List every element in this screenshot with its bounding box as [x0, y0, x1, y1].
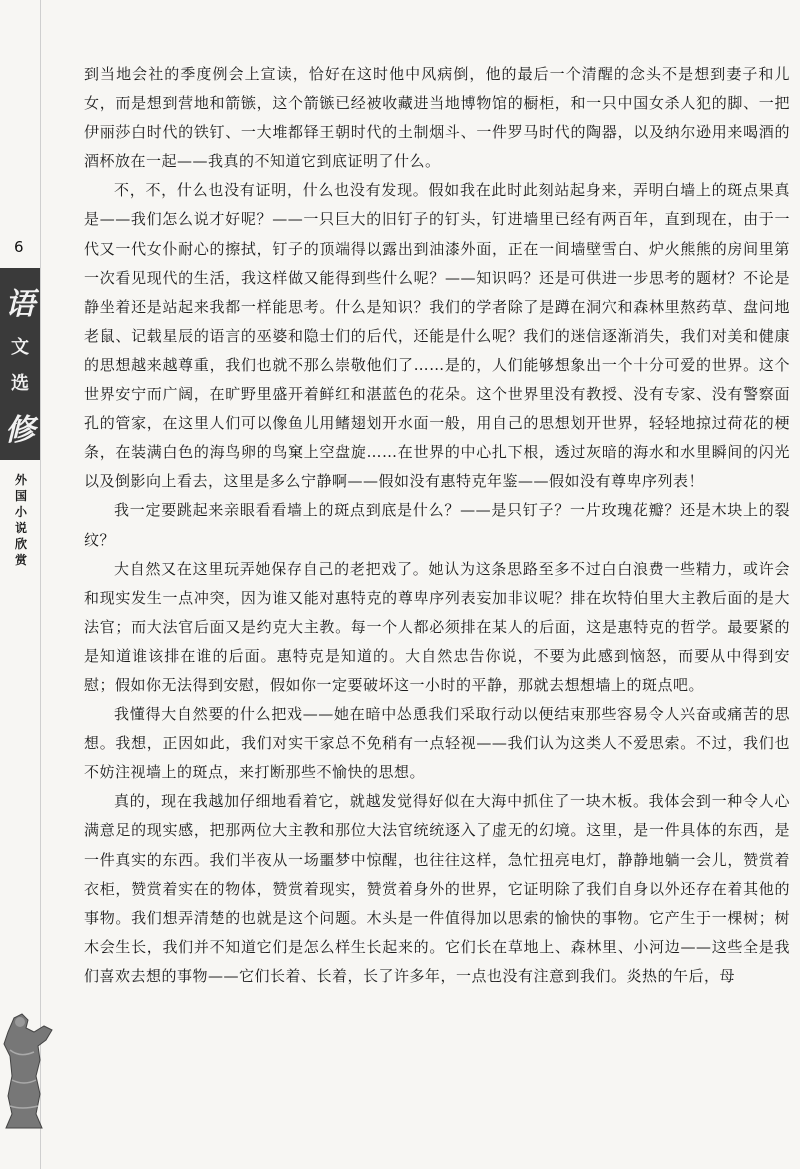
- book-subtitle: [12, 472, 30, 568]
- subtitle-char: 小: [14, 505, 27, 519]
- paragraph: 我懂得大自然要的什么把戏——她在暗中怂恿我们采取行动以便结束那些容易令人兴奋或痛苦的思想。我想，正因如此，我们对实干家总不免稍有一点轻视——我们认为这类人不爱思索。不过，我们也不妨注视墙上的斑点，来打断那些不愉快的思想。: [84, 705, 790, 782]
- sidebar: [0, 0, 41, 1169]
- paragraph: 到当地会社的季度例会上宣读，恰好在这时他中风病倒，他的最后一个清醒的念头不是想到妻子和儿女，而是想到营地和箭镞，这个箭镞已经被收藏进当地博物馆的橱柜，和一只中国女杀人犯的脚、一把伊丽莎白时代的铁钉、一大堆都铎王朝时代的土制烟斗、一件罗马时代的陶器，以及纳尔逊用来喝酒的酒杯放在一起——我真的不知道它到底证明了什么。: [84, 65, 790, 171]
- subtitle-char: 外: [14, 473, 27, 487]
- paragraph: 不，不，什么也没有证明，什么也没有发现。假如我在此时此刻站起身来，弄明白墙上的斑点果真是——我们怎么说才好呢？——一只巨大的旧钉子的钉头，钉进墙里已经有两百年，直到现在，由于一代又一代女仆耐心的擦拭，钉子的顶端得以露出到油漆外面，正在一间墙壁雪白、炉火熊熊的房间里第一次看见现代的生活，我这样做又能得到些什么呢？——知识吗？还是可供进一步思考的题材？不论是静坐着还是站起来我都一样能思考。什么是知识？我们的学者除了是蹲在洞穴和森林里熬药草、盘问地老鼠、记载星辰的语言的巫婆和隐士们的后代，还能是什么呢？我们的迷信逐渐消失，我们对美和健康的思想越来越尊重，我们也就不那么崇敬他们了……是的，人们能够想象出一个十分可爱的世界。这个世界安宁而广阔，在旷野里盛开着鲜红和湛蓝色的花朵。这个世界里没有教授、没有专家、没有警察面孔的管家，在这里人们可以像鱼儿用鳍翅划开水面一般，用自己的思想划开世界，轻轻地掠过荷花的梗条，在装满白色的海鸟卵的鸟窠上空盘旋……在世界的中心扎下根，透过灰暗的海水和水里瞬间的闪光以及倒影向上看去，这里是多么宁静啊——假如没有惠特克年鉴——假如没有尊卑序列表！: [84, 181, 790, 491]
- paragraph: 大自然又在这里玩弄她保存自己的老把戏了。她认为这条思路至多不过白白浪费一些精力，或许会和现实发生一点冲突，因为谁又能对惠特克的尊卑序列表妄加非议呢？排在坎特伯里大主教后面的是大法官；而大法官后面又是约克大主教。每一个人都必须排在某人的后面，这是惠特克的哲学。最要紧的是知道谁该排在谁的后面。惠特克是知道的。大自然忠告你说，不要为此感到恼怒，而要从中得到安慰；假如你无法得到安慰，假如你一定要破坏这一小时的平静，那就去想想墙上的斑点吧。: [84, 559, 790, 694]
- paragraph: 我一定要跳起来亲眼看看墙上的斑点到底是什么？——是只钉子？一片玫瑰花瓣？还是木块上的裂纹？: [84, 501, 790, 549]
- paragraph: 真的，现在我越加仔细地看着它，就越发觉得好似在大海中抓住了一块木板。我体会到一种令人心满意足的现实感，把那两位大主教和那位大法官统统逐入了虚无的幻境。这里，是一件具体的东西，是一件真实的东西。我们半夜从一场噩梦中惊醒，也往往这样，急忙扭亮电灯，静静地躺一会儿，赞赏着衣柜，赞赏着实在的物体，赞赏着现实，赞赏着身外的世界，它证明除了我们自身以外还存在着其他的事物。我们想弄清楚的也就是这个问题。木头是一件值得加以思索的愉快的事物。它产生于一棵树；树木会生长，我们并不知道它们是怎么样生长起来的。它们长在草地上、森林里、小河边——这些全是我们喜欢去想的事物——它们长着、长着，长了许多年，一点也没有注意到我们。炎热的午后，母: [84, 792, 790, 985]
- body-text: [84, 60, 790, 991]
- page-number: 6: [14, 238, 24, 256]
- subtitle-char: 国: [14, 489, 27, 503]
- statue-illustration: [0, 1010, 62, 1130]
- series-title-char: 语: [5, 287, 35, 322]
- subtitle-char: 赏: [14, 553, 27, 567]
- series-title-block: [0, 268, 40, 460]
- subtitle-char: 说: [14, 521, 27, 535]
- series-title-char: 文: [11, 337, 29, 358]
- series-title-char: 选: [11, 373, 29, 394]
- subtitle-char: 欣: [14, 537, 27, 551]
- series-title-char: 修: [5, 413, 35, 448]
